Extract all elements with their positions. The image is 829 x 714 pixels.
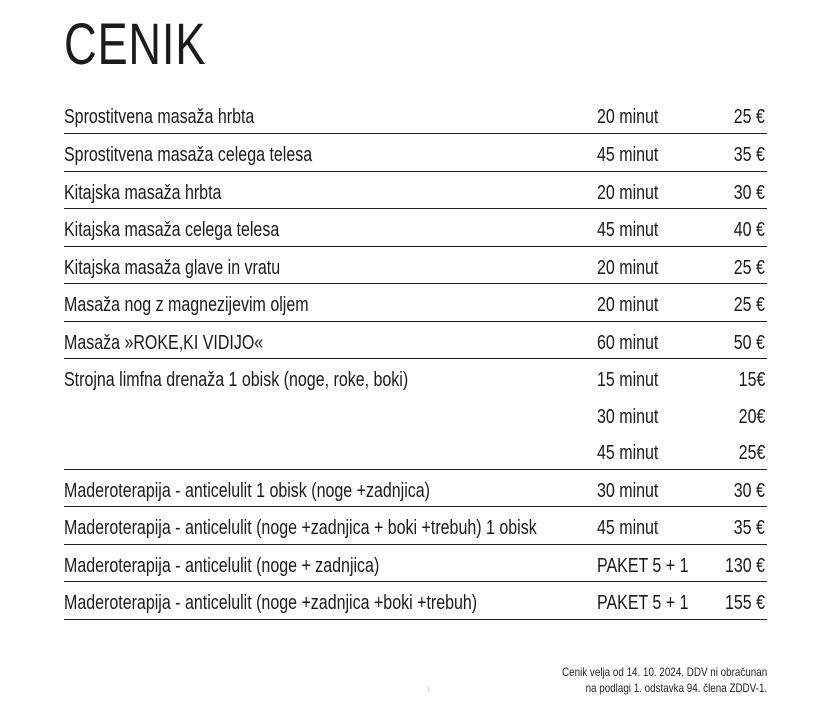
service-name: Kitajska masaža hrbta — [64, 181, 222, 204]
service-duration: 45 minut — [597, 144, 659, 166]
service-price: 25 € — [733, 106, 765, 128]
service-name: Kitajska masaža glave in vratu — [64, 256, 281, 279]
service-name: Masaža »ROKE,KI VIDIJO« — [64, 331, 264, 354]
service-duration: 30 minut — [597, 405, 659, 428]
service-name: Maderoterapija - anticelulit 1 obisk (noge +zadnjica) — [64, 479, 430, 502]
price-row-line — [64, 582, 767, 619]
vat-note — [562, 664, 767, 696]
service-name: Kitajska masaža celega telesa — [64, 219, 280, 241]
price-row — [64, 507, 767, 545]
service-duration: 20 minut — [597, 181, 659, 204]
price-row-line — [64, 247, 767, 284]
vat-note-line-1: Cenik velja od 14. 10. 2024. DDV ni obračunan — [561, 665, 767, 679]
price-row-line — [64, 284, 767, 321]
price-row — [64, 545, 767, 583]
vat-note-line-2: na podlagi 1. odstavka 94. člena ZDDV-1. — [585, 681, 767, 695]
service-duration: 20 minut — [597, 256, 659, 279]
price-row — [64, 247, 767, 285]
service-name: Maderoterapija - anticelulit (noge +zadnjica + boki +trebuh) 1 obisk — [64, 517, 537, 539]
service-name: Sprostitvena masaža hrbta — [64, 106, 255, 128]
service-name: Masaža nog z magnezijevim oljem — [64, 294, 309, 316]
service-name: Maderoterapija - anticelulit (noge +zadnjica +boki +trebuh) — [64, 592, 478, 614]
price-row-line — [64, 134, 767, 171]
service-duration: 45 minut — [597, 517, 659, 539]
service-duration: PAKET 5 + 1 — [597, 592, 689, 614]
service-price: 25 € — [733, 294, 765, 316]
price-table — [64, 96, 767, 620]
service-price: 30 € — [733, 479, 765, 502]
service-duration: 45 minut — [597, 442, 659, 464]
price-row — [64, 284, 767, 322]
price-row-line — [64, 96, 767, 133]
service-duration: 30 minut — [597, 479, 659, 502]
service-name: Strojna limfna drenaža 1 obisk (noge, roke, boki) — [64, 369, 409, 391]
price-row-line — [64, 545, 767, 582]
service-duration: 15 minut — [597, 369, 659, 391]
service-price: 20€ — [738, 405, 765, 428]
page-title: CENIK — [64, 12, 207, 77]
price-row — [64, 359, 767, 470]
service-name: Sprostitvena masaža celega telesa — [64, 144, 313, 166]
stray-mark — [427, 686, 430, 692]
service-price: 130 € — [724, 554, 765, 577]
service-price: 155 € — [724, 592, 765, 614]
service-price: 35 € — [733, 144, 765, 166]
service-price: 25€ — [738, 442, 765, 464]
price-row — [64, 134, 767, 172]
price-row — [64, 96, 767, 134]
service-duration: 60 minut — [597, 331, 659, 354]
price-row-line — [64, 322, 767, 359]
service-price: 30 € — [733, 181, 765, 204]
service-name: Maderoterapija - anticelulit (noge + zadnjica) — [64, 554, 380, 577]
service-duration: PAKET 5 + 1 — [597, 554, 689, 577]
price-row-line — [64, 470, 767, 507]
price-row — [64, 582, 767, 620]
price-row — [64, 470, 767, 508]
service-duration: 20 minut — [597, 106, 659, 128]
price-row-line — [64, 396, 767, 433]
price-row — [64, 172, 767, 210]
service-price: 50 € — [733, 331, 765, 354]
price-row-line — [64, 359, 767, 396]
price-row-line — [64, 209, 767, 246]
price-row-line — [64, 507, 767, 544]
service-duration: 45 minut — [597, 219, 659, 241]
service-price: 15€ — [738, 369, 765, 391]
service-price: 40 € — [733, 219, 765, 241]
price-row-line — [64, 172, 767, 209]
price-row — [64, 322, 767, 360]
price-row — [64, 209, 767, 247]
price-row-line — [64, 432, 767, 469]
service-price: 35 € — [733, 517, 765, 539]
service-duration: 20 minut — [597, 294, 659, 316]
service-price: 25 € — [733, 256, 765, 279]
